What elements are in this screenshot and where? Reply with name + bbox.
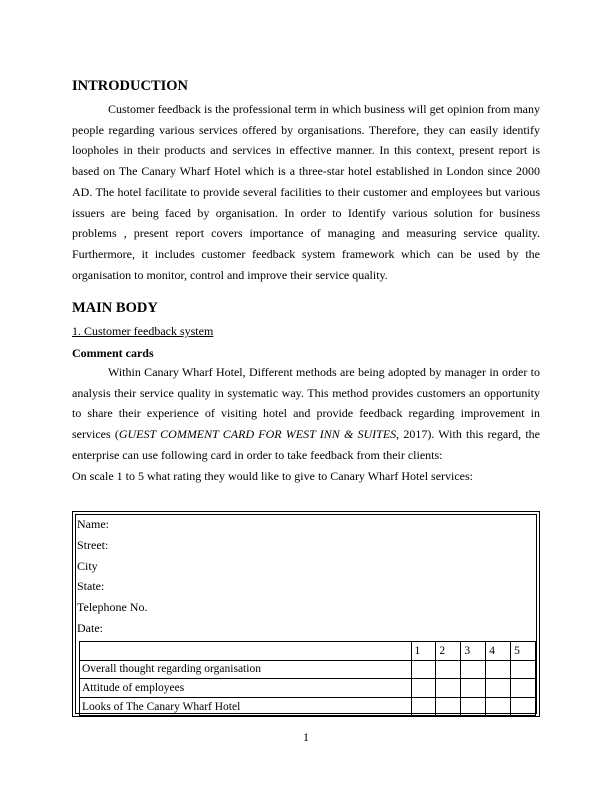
field-date: Date:: [77, 621, 103, 635]
scale-4-header: 4: [486, 642, 511, 661]
table-row: [80, 697, 536, 716]
rating-cell: [436, 679, 461, 698]
row-label-overall: Overall thought regarding organisation: [80, 660, 412, 679]
page-number: 1: [303, 730, 309, 744]
introduction-paragraph: [72, 99, 540, 285]
comment-cards-subheading: Comment cards: [72, 346, 154, 360]
rating-cell: [411, 660, 436, 679]
rating-cell: [461, 660, 486, 679]
rating-cell: [486, 660, 511, 679]
row-label-looks: Looks of The Canary Wharf Hotel: [80, 697, 412, 716]
scale-3-header: 3: [461, 642, 486, 661]
rating-cell: [461, 679, 486, 698]
field-telephone: Telephone No.: [77, 600, 148, 614]
scale-1-header: 1: [411, 642, 436, 661]
row-label-attitude: Attitude of employees: [80, 679, 412, 698]
rating-cell: [511, 697, 536, 716]
citation-italic: GUEST COMMENT CARD FOR WEST INN & SUITES: [118, 427, 397, 442]
scale-5-header: 5: [511, 642, 536, 661]
main-body-heading: MAIN BODY: [72, 300, 158, 316]
field-state: State:: [77, 579, 105, 593]
rating-cell: [411, 679, 436, 698]
rating-cell: [436, 697, 461, 716]
paragraph-text-part2: , 2017). With this regard, the enterprise can use following card in order to take feedback from their clients:: [72, 427, 541, 462]
paragraph-text-part1: Within Canary Wharf Hotel, Different methods are being adopted by manager in order to analysis their service quality in systematic way. This method provides customers an opportunity to share their experience of visiting hotel and provide feedback regarding improvement in services (: [72, 365, 540, 442]
comment-card-inner: [75, 514, 537, 714]
introduction-text: Customer feedback is the professional term in which business will get opinion from many people regarding various services offered by organisations. Therefore, they can easily identify loopholes in their products and services in effective manner. In this context, present report is based on The Canary Wharf Hotel which is a three-star hotel established in London since 2000 AD. The hotel facilitate to provide several facilities to their customer and employees but various issuers are being faced by organisation. In order to Identify various solution for business problems , present report covers importance of managing and measuring service quality. Furthermore, it includes customer feedback system framework which can be used by the organisation to monitor, control and improve their service quality.: [72, 102, 540, 282]
rating-header-blank: [80, 642, 412, 661]
guest-comment-card: [72, 511, 540, 717]
rating-cell: [461, 697, 486, 716]
rating-cell: [486, 697, 511, 716]
rating-header-row: [80, 642, 536, 661]
rating-cell: [436, 660, 461, 679]
field-street: Street:: [77, 538, 109, 552]
table-row: [80, 660, 536, 679]
field-city: City: [77, 559, 98, 573]
rating-cell: [511, 660, 536, 679]
scale-2-header: 2: [436, 642, 461, 661]
table-row: [80, 679, 536, 698]
introduction-heading: INTRODUCTION: [72, 78, 189, 94]
comment-cards-paragraph: [72, 362, 540, 466]
rating-table: [79, 641, 536, 716]
section-title: 1. Customer feedback system: [72, 324, 214, 338]
rating-cell: [411, 697, 436, 716]
field-name: Name:: [77, 517, 109, 531]
rating-cell: [511, 679, 536, 698]
rating-cell: [486, 679, 511, 698]
scale-instruction: On scale 1 to 5 what rating they would like to give to Canary Wharf Hotel services:: [72, 469, 474, 483]
